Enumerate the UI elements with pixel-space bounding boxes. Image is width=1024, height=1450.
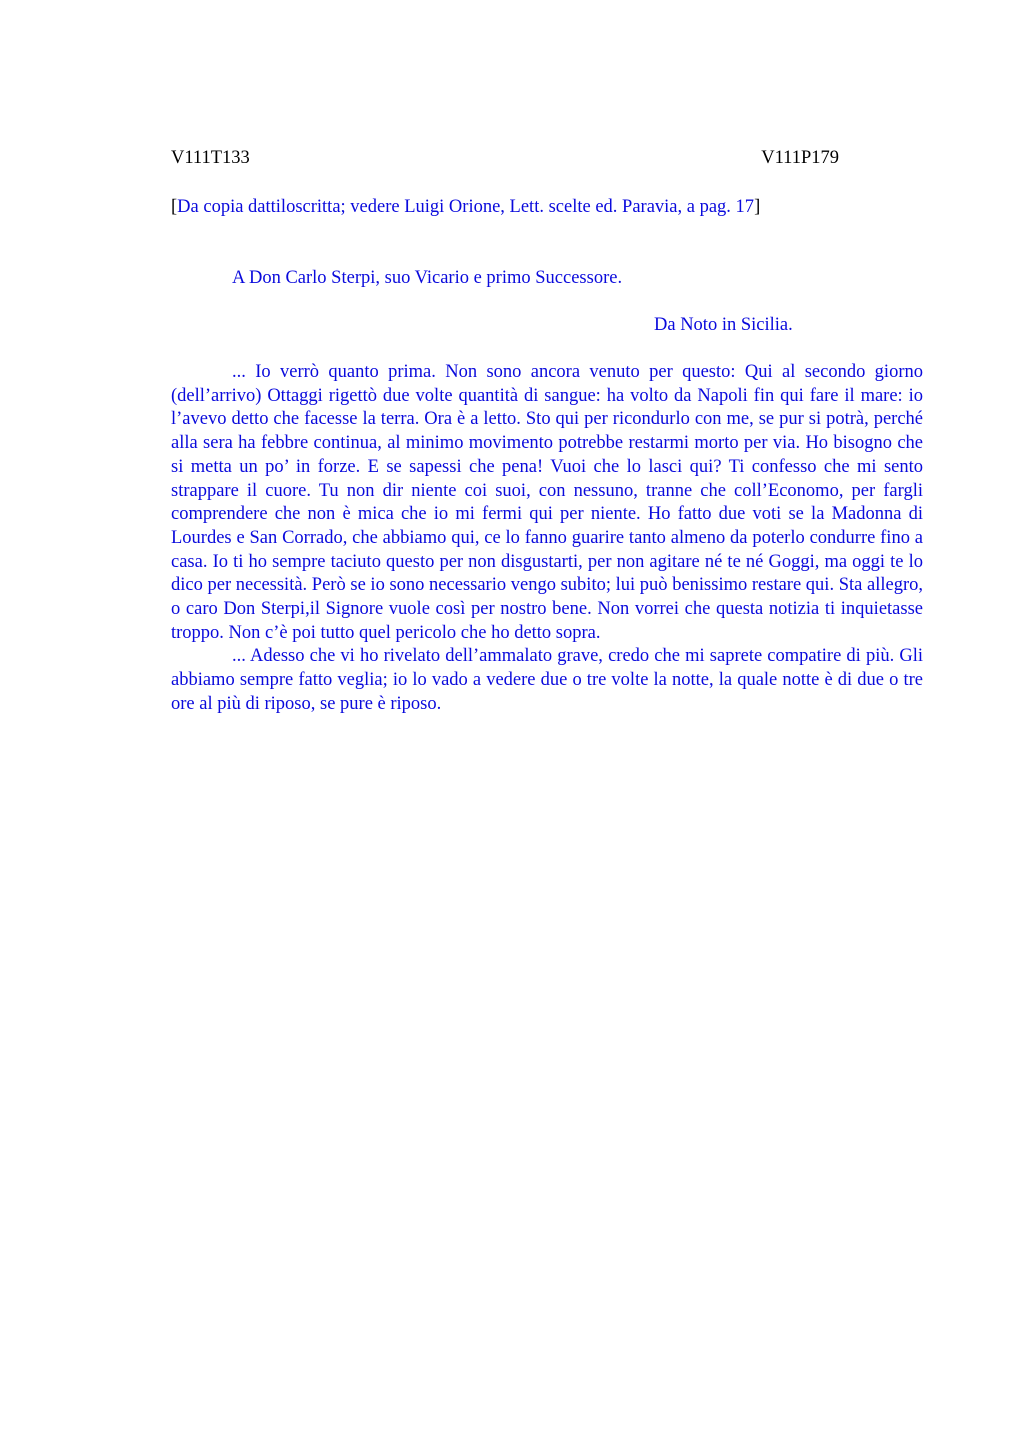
header-row — [171, 146, 839, 170]
document-code-right: V111P179 — [761, 148, 839, 168]
letter-addressee: A Don Carlo Sterpi, suo Vicario e primo Successore. — [232, 268, 623, 288]
source-note — [171, 195, 760, 219]
letter-place: Da Noto in Sicilia. — [654, 315, 793, 335]
source-note-close-bracket: ] — [754, 197, 761, 217]
letter-paragraph-2: ... Adesso che vi ho rivelato dell’ammalato grave, credo che mi saprete compatire di più. Gli abbiamo sempre fatto veglia; io lo vado a vedere due o tre volte la notte, la quale notte è di due o tre ore al più di riposo, se pure è riposo. — [171, 646, 923, 714]
letter-body — [171, 361, 923, 717]
letter-paragraph-1: ... Io verrò quanto prima. Non sono ancora venuto per questo: Qui al secondo giorno (dell’arrivo) Ottaggi rigettò due volte quantità di sangue: ha volto da Napoli fin qui fare il mare: io l’avevo detto che facesse la terra. Ora è a letto. Sto qui per ricondurlo con me, se pur si potrà, perché alla sera ha febbre continua, al minimo movimento potrebbe restarmi morto per via. Ho bisogno che si metta un po’ in forze. E se sapessi che pena! Vuoi che lo lasci qui? Ti confesso che mi sento strappare il cuore. Tu non dir niente coi suoi, con nessuno, tranne che coll’Economo, per fargli comprendere che non è mica che io mi fermi qui per niente. Ho fatto due voti se la Madonna di Lourdes e San Corrado, che abbiamo qui, ce lo fanno guarire tanto almeno da poterlo condurre fino a casa. Io ti ho sempre taciuto questo per non disgustarti, per non agitare né te né Goggi, ma oggi te lo dico per necessità. Però se io sono necessario vengo subito; lui può benissimo restare qui. Sta allegro, o caro Don Sterpi,il Signore vuole così per nostro bene. Non vorrei che questa notizia ti inquietasse troppo. Non c’è poi tutto quel pericolo che ho detto sopra. — [171, 362, 923, 643]
source-note-text: Da copia dattiloscritta; vedere Luigi Orione, Lett. scelte ed. Paravia, a pag. 17 — [177, 197, 755, 217]
document-code-left: V111T133 — [171, 148, 250, 168]
source-note-open-bracket: [ — [171, 197, 178, 217]
